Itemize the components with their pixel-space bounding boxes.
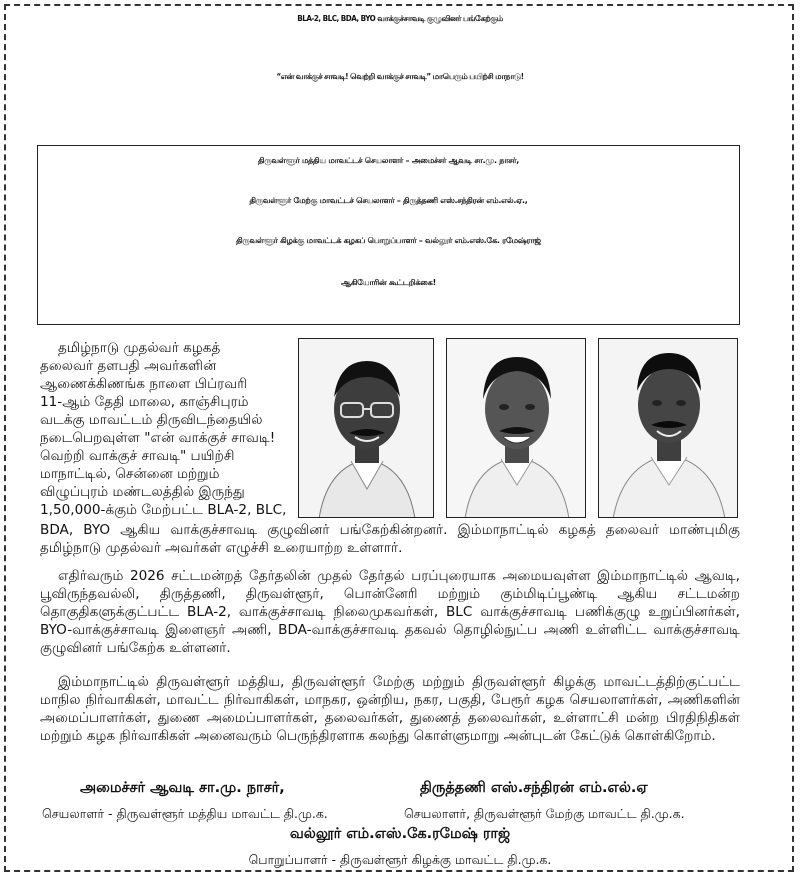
intro-line: தலைவர் தளபதி அவர்களின் — [40, 358, 217, 374]
statement-line-1: திருவள்ளூர் மத்திய மாவட்டச் செயலாளர் – அமைச்சர் ஆவடி சா.மு. நாசர், — [258, 156, 519, 165]
intro-line: 1,50,000-க்கும் மேற்பட்ட BLA-2, BLC, — [40, 502, 287, 518]
paragraph-1-continued: BDA, BYO ஆகிய வாக்குச்சாவடி குழுவினர் பங்கேற்கின்றனர். இம்மாநாட்டில் கழகத் தலைவர் மாண்புமிகு தமிழ்நாடு முதல்வர் அவர்கள் எழுச்சி உரையாற்ற உள்ளார். — [40, 522, 740, 556]
signatory-1-role: செயலாளர் - திருவள்ளூர் மத்திய மாவட்ட தி.மு.க. — [42, 806, 328, 821]
signatory-2-role: செயலாளர், திருவள்ளூர் மேற்கு மாவட்ட தி.மு.க. — [404, 806, 685, 821]
portrait-photo-3 — [598, 338, 738, 518]
headline-line-1: BLA-2, BLC, BDA, BYO வாக்குச்சாவடி குழுவினர் பங்கேற்கும் — [297, 14, 503, 23]
intro-line: மாநாட்டில், சென்னை மற்றும் — [40, 466, 220, 482]
intro-line: வெற்றி வாக்குச் சாவடி" பயிற்சி — [40, 448, 235, 464]
statement-title: ஆகியோரின் கூட்டறிக்கை! — [341, 278, 436, 287]
signatory-2-name: திருத்தணி எஸ்.சந்திரன் எம்.எல்.ஏ — [420, 780, 648, 796]
headline-line-2: “என் வாக்குச் சாவடி! வெற்றி வாக்குச் சாவடி” மாபெரும் பயிற்சி மாநாடு! — [276, 72, 524, 81]
portrait-photo-1 — [298, 338, 434, 518]
statement-box — [37, 145, 740, 325]
intro-column — [40, 339, 292, 519]
paragraph-3: இம்மாநாட்டில் திருவள்ளூர் மத்திய, திருவள்ளூர் மேற்கு மற்றும் திருவள்ளூர் கிழக்கு மாவட்டத்திற்குட்பட்ட மாநில நிர்வாகிகள், மாவட்ட நிர்வாகிகள், மாநகர, ஒன்றிய, நகர, பகுதி, பேரூர் கழக செயலாளர்கள், அணிகளின் அமைப்பாளர்கள், துணை அமைப்பாளர்கள், தலைவர்கள், துணைத் தலைவர்கள், உள்ளாட்சி மன்ற பிரதிநிதிகள் மற்றும் கழக நிர்வாகிகள் அனைவரும் பெருந்திரளாக கலந்து கொள்ளுமாறு அன்புடன் கேட்டுக் கொள்கிறோம். — [40, 674, 740, 744]
signatory-1-name: அமைச்சர் ஆவடி சா.மு. நாசர், — [80, 780, 285, 796]
portrait-photo-2 — [446, 338, 586, 518]
statement-line-3: திருவள்ளூர் கிழக்கு மாவட்டக் கழகப் பொறுப்பாளர் – வல்லூர் எம்.எஸ்.கே. ரமேஷ்ராஜ் — [236, 236, 541, 245]
intro-line: 11-ஆம் தேதி மாலை, காஞ்சிபுரம் — [40, 394, 249, 410]
intro-line: விழுப்புரம் மண்டலத்தில் இருந்து — [40, 484, 245, 500]
signatory-3-role: பொறுப்பாளர் - திருவள்ளூர் கிழக்கு மாவட்ட தி.மு.க. — [248, 852, 552, 867]
intro-line: தமிழ்நாடு முதல்வர் கழகத் — [58, 340, 221, 356]
intro-line: வடக்கு மாவட்டம் திருவிடந்தையில் — [40, 412, 263, 428]
intro-line: நடைபெறவுள்ள "என் வாக்குச் சாவடி! — [40, 430, 276, 446]
signatory-3-name: வல்லூர் எம்.எஸ்.கே.ரமேஷ் ராஜ் — [289, 826, 511, 842]
statement-line-2: திருவள்ளூர் மேற்கு மாவட்டச் செயலாளர் – திருத்தணி எஸ்.சந்திரன் எம்.எல்.ஏ., — [249, 196, 528, 205]
paragraph-2: எதிர்வரும் 2026 சட்டமன்றத் தேர்தலின் முதல் தேர்தல் பரப்புரையாக அமையவுள்ள இம்மாநாட்டில் ஆவடி, பூவிருந்தவல்லி, திருத்தணி, திருவள்ளூர், பொன்னேரி மற்றும் கும்மிடிப்பூண்டி ஆகிய சட்டமன்ற தொகுதிகளுக்குட்பட்ட BLA-2, வாக்குச்சாவடி நிலைமுகவர்கள், BLC வாக்குச்சாவடி பணிக்குழு உறுப்பினர்கள், BYO-வாக்குச்சாவடி இளைஞர் அணி, BDA-வாக்குச்சாவடி தகவல் தொழில்நுட்ப அணி உள்ளிட்ட வாக்குச்சாவடி குழுவினர் பங்கேற்க உள்ளனர். — [40, 568, 740, 656]
intro-line: ஆணைக்கிணங்க நாளை பிப்ரவரி — [40, 376, 248, 392]
